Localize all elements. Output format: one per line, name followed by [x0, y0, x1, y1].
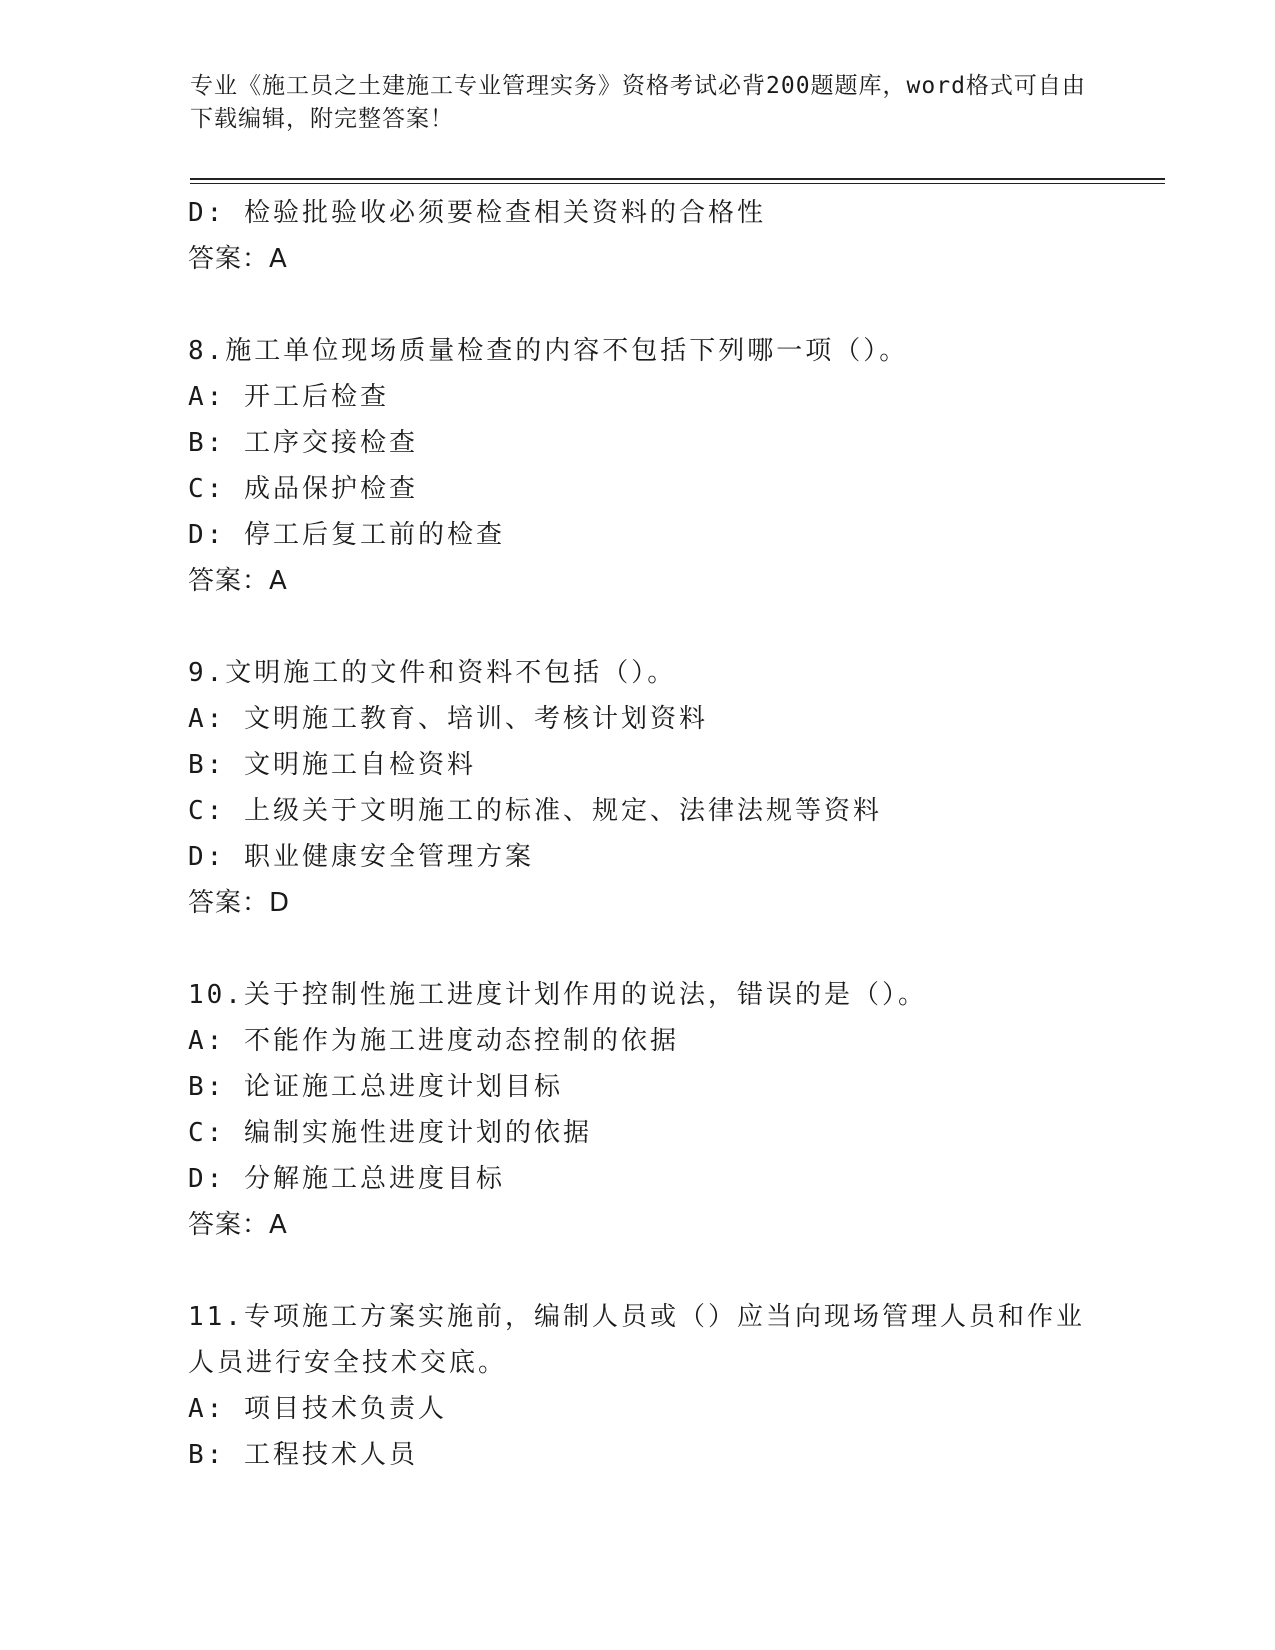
option-b: B: 论证施工总进度计划目标 [188, 1072, 563, 1102]
block-spacer [188, 1248, 1088, 1294]
answer-line: 答案：A [188, 1210, 288, 1240]
question-block [188, 650, 1088, 926]
option-b: B: 文明施工自检资料 [188, 750, 476, 780]
option-b: B: 工序交接检查 [188, 428, 418, 458]
block-spacer [188, 604, 1088, 650]
question-text: 9.文明施工的文件和资料不包括（）。 [188, 658, 677, 688]
option-a: A: 开工后检查 [188, 382, 389, 412]
question-block [188, 1294, 1088, 1478]
option-c: C: 编制实施性进度计划的依据 [188, 1118, 592, 1148]
option-d: D: 检验批验收必须要检查相关资料的合格性 [188, 198, 766, 228]
option-d: D: 分解施工总进度目标 [188, 1164, 505, 1194]
question-block [188, 190, 1088, 282]
option-a: A: 不能作为施工进度动态控制的依据 [188, 1026, 679, 1056]
document-header: 专业《施工员之土建施工专业管理实务》资格考试必背200题题库，word格式可自由下载编辑，附完整答案！ [190, 73, 1086, 132]
question-block [188, 328, 1088, 604]
block-spacer [188, 926, 1088, 972]
option-c: C: 上级关于文明施工的标准、规定、法律法规等资料 [188, 796, 882, 826]
block-spacer [188, 282, 1088, 328]
question-list [188, 190, 1088, 1478]
answer-line: 答案：A [188, 244, 288, 274]
option-d: D: 停工后复工前的检查 [188, 520, 505, 550]
header-divider-thin [190, 183, 1165, 184]
option-d: D: 职业健康安全管理方案 [188, 842, 534, 872]
header-divider [190, 178, 1165, 180]
option-a: A: 项目技术负责人 [188, 1394, 447, 1424]
option-b: B: 工程技术人员 [188, 1440, 418, 1470]
option-c: C: 成品保护检查 [188, 474, 418, 504]
option-a: A: 文明施工教育、培训、考核计划资料 [188, 704, 708, 734]
question-text: 10.关于控制性施工进度计划作用的说法，错误的是（）。 [188, 980, 927, 1010]
question-text: 8.施工单位现场质量检查的内容不包括下列哪一项（）。 [188, 336, 909, 366]
answer-line: 答案：A [188, 566, 288, 596]
answer-line: 答案：D [188, 888, 291, 918]
question-text: 11.专项施工方案实施前，编制人员或（）应当向现场管理人员和作业人员进行安全技术交底。 [188, 1302, 1085, 1378]
question-block [188, 972, 1088, 1248]
